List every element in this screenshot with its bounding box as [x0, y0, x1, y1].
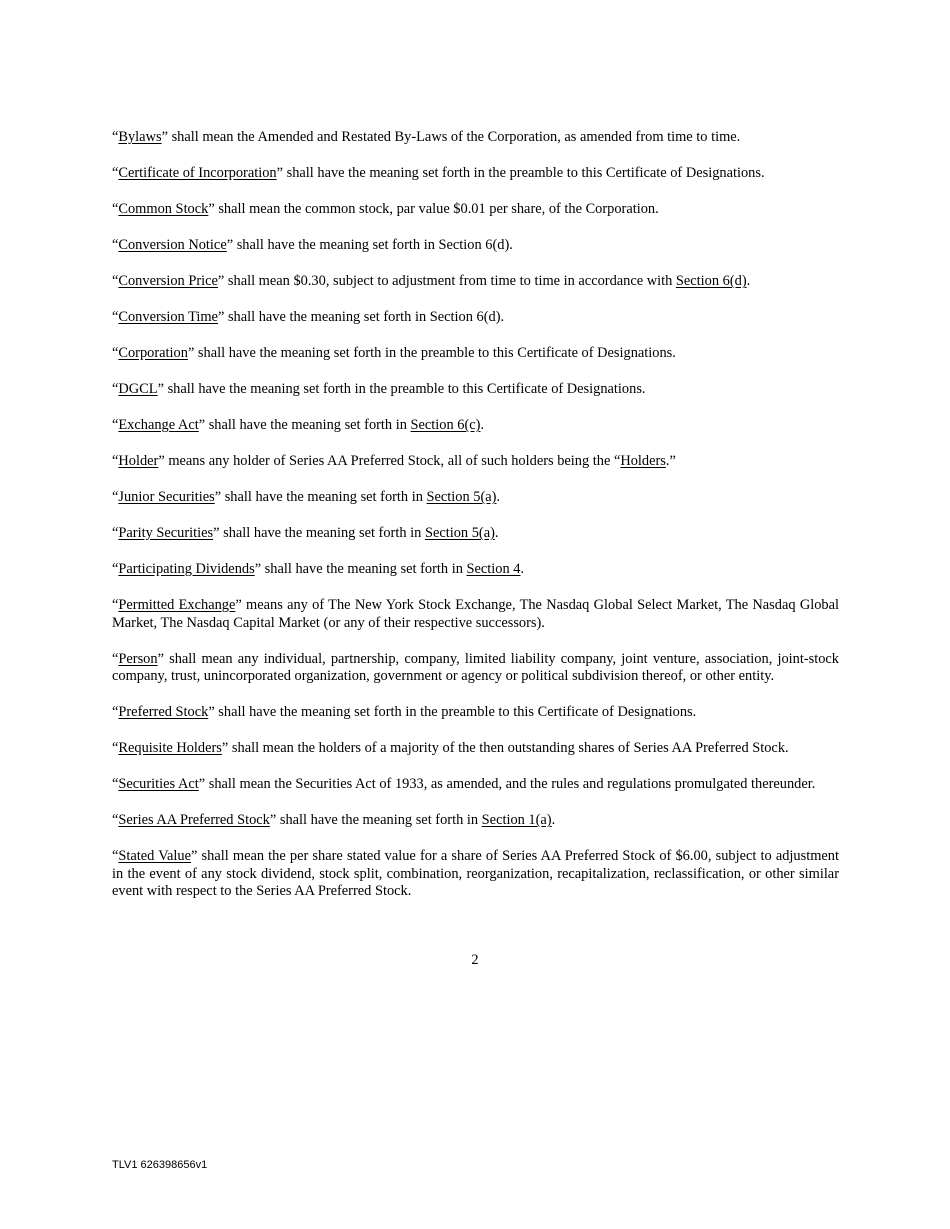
- definition-text: .: [494, 525, 499, 541]
- section-reference: Section 1(a): [481, 812, 552, 828]
- defined-term: Certificate of Incorporation: [118, 165, 277, 181]
- definition-paragraph: [112, 381, 839, 399]
- defined-term: Person: [118, 650, 158, 667]
- section-reference: Section 6(c): [410, 417, 481, 433]
- defined-term: Bylaws: [118, 129, 162, 145]
- definition-text: ” shall have the meaning set forth in Section 6(d).: [226, 237, 513, 253]
- definition-text: “: [112, 237, 119, 253]
- defined-term: Requisite Holders: [118, 740, 222, 756]
- defined-term: Holder: [118, 453, 159, 469]
- definition-paragraph: [112, 345, 839, 363]
- definition-paragraph: [112, 561, 839, 579]
- defined-term: Corporation: [118, 345, 188, 361]
- definition-text: ” shall have the meaning set forth in the preamble to this Certificate of Designations.: [276, 165, 765, 181]
- definition-paragraph: [112, 453, 839, 471]
- definition-text: ” shall have the meaning set forth in: [213, 525, 425, 541]
- defined-term: Parity Securities: [118, 525, 214, 541]
- section-reference: Holders: [620, 453, 666, 469]
- definition-text: ” shall have the meaning set forth in Section 6(d).: [217, 309, 505, 325]
- definition-text: .: [480, 417, 485, 433]
- definition-text: ” shall mean $0.30, subject to adjustment from time to time in accordance with: [217, 273, 676, 289]
- definitions-list: [112, 129, 839, 919]
- definition-paragraph: [112, 597, 839, 632]
- definition-text: “: [112, 776, 119, 792]
- defined-term: Participating Dividends: [118, 561, 255, 577]
- definition-paragraph: [112, 165, 839, 183]
- defined-term: Conversion Price: [118, 273, 218, 289]
- definition-text: ” means any holder of Series AA Preferred Stock, all of such holders being the “: [158, 453, 621, 469]
- definition-text: “: [112, 273, 119, 289]
- definition-text: ” shall have the meaning set forth in: [269, 812, 482, 828]
- definition-text: ” shall mean the Securities Act of 1933, as amended, and the rules and regulations promulgated thereunder.: [198, 776, 816, 792]
- definition-paragraph: [112, 129, 839, 147]
- definition-paragraph: [112, 489, 839, 507]
- definition-paragraph: [112, 812, 839, 830]
- definition-text: “: [112, 165, 119, 181]
- section-reference: Section 5(a): [426, 489, 497, 505]
- definition-text: ” shall have the meaning set forth in: [198, 417, 411, 433]
- definition-text: .”: [665, 453, 676, 469]
- definition-text: “: [112, 848, 119, 864]
- definition-paragraph: [112, 201, 839, 219]
- definition-text: ” shall have the meaning set forth in the preamble to this Certificate of Designations.: [187, 345, 676, 361]
- defined-term: Exchange Act: [118, 417, 199, 433]
- definition-text: “: [112, 129, 119, 145]
- definition-text: “: [112, 704, 119, 720]
- definition-paragraph: [112, 776, 839, 794]
- definition-text: ” shall mean the per share stated value for a share of Series AA Preferred Stock of $6.00, subject to adjustment in the event of any stock dividend, stock split, combination, reorganization, recapitalization, reclassification, or other similar event with respect to the Series AA Preferred Stock.: [112, 848, 839, 899]
- definition-paragraph: [112, 740, 839, 758]
- definition-text: ” shall have the meaning set forth in the preamble to this Certificate of Designations.: [157, 381, 646, 397]
- definition-text: “: [112, 381, 119, 397]
- definition-text: ” shall mean the Amended and Restated By-Laws of the Corporation, as amended from time to time.: [161, 129, 741, 145]
- defined-term: Common Stock: [118, 201, 209, 217]
- defined-term: Junior Securities: [118, 489, 215, 505]
- defined-term: Conversion Notice: [118, 237, 227, 253]
- definition-text: ” shall mean the holders of a majority of the then outstanding shares of Series AA Preferred Stock.: [221, 740, 789, 756]
- definition-text: ” shall have the meaning set forth in the preamble to this Certificate of Designations.: [208, 704, 697, 720]
- definition-paragraph: [112, 704, 839, 722]
- definition-paragraph: [112, 651, 839, 686]
- definition-text: “: [112, 525, 119, 541]
- definition-text: “: [112, 453, 119, 469]
- page-number: 2: [471, 952, 479, 968]
- definition-text: “: [112, 812, 119, 828]
- defined-term: Permitted Exchange: [118, 597, 236, 613]
- defined-term: Conversion Time: [118, 309, 218, 325]
- definition-text: ” shall have the meaning set forth in: [254, 561, 467, 577]
- defined-term: Preferred Stock: [118, 704, 209, 720]
- definition-text: ” shall have the meaning set forth in: [214, 489, 427, 505]
- definition-paragraph: [112, 848, 839, 901]
- definition-text: ” means any of The New York Stock Exchange, The Nasdaq Global Select Market, The Nasdaq Global Market, The Nasdaq Capital Market (or any of their respective successors).: [112, 597, 839, 631]
- definition-text: “: [112, 597, 119, 613]
- definition-text: “: [112, 417, 119, 433]
- definition-text: “: [112, 740, 119, 756]
- definition-text: “: [112, 309, 119, 325]
- definition-text: .: [746, 273, 751, 289]
- section-reference: Section 5(a): [424, 525, 495, 541]
- defined-term: Stated Value: [118, 848, 192, 864]
- section-reference: Section 6(d): [675, 273, 747, 289]
- defined-term: DGCL: [118, 381, 158, 397]
- definition-text: ” shall mean any individual, partnership, company, limited liability company, joint venture, association, joint-stock company, trust, unincorporated organization, government or agency or political subdivision thereof, or other entity.: [112, 650, 839, 684]
- defined-term: Series AA Preferred Stock: [118, 812, 270, 828]
- document-id: TLV1 626398656v1: [112, 1159, 208, 1171]
- definition-text: “: [112, 489, 119, 505]
- definition-text: “: [112, 650, 119, 667]
- definition-paragraph: [112, 237, 839, 255]
- definition-text: .: [551, 812, 556, 828]
- definition-paragraph: [112, 525, 839, 543]
- definition-text: “: [112, 345, 119, 361]
- definition-paragraph: [112, 309, 839, 327]
- defined-term: Securities Act: [118, 776, 199, 792]
- definition-text: “: [112, 561, 119, 577]
- definition-text: .: [496, 489, 501, 505]
- definition-text: ” shall mean the common stock, par value $0.01 per share, of the Corporation.: [208, 201, 659, 217]
- definition-paragraph: [112, 417, 839, 435]
- definition-paragraph: [112, 273, 839, 291]
- definition-text: “: [112, 201, 119, 217]
- section-reference: Section 4: [466, 561, 521, 577]
- definition-text: .: [520, 561, 525, 577]
